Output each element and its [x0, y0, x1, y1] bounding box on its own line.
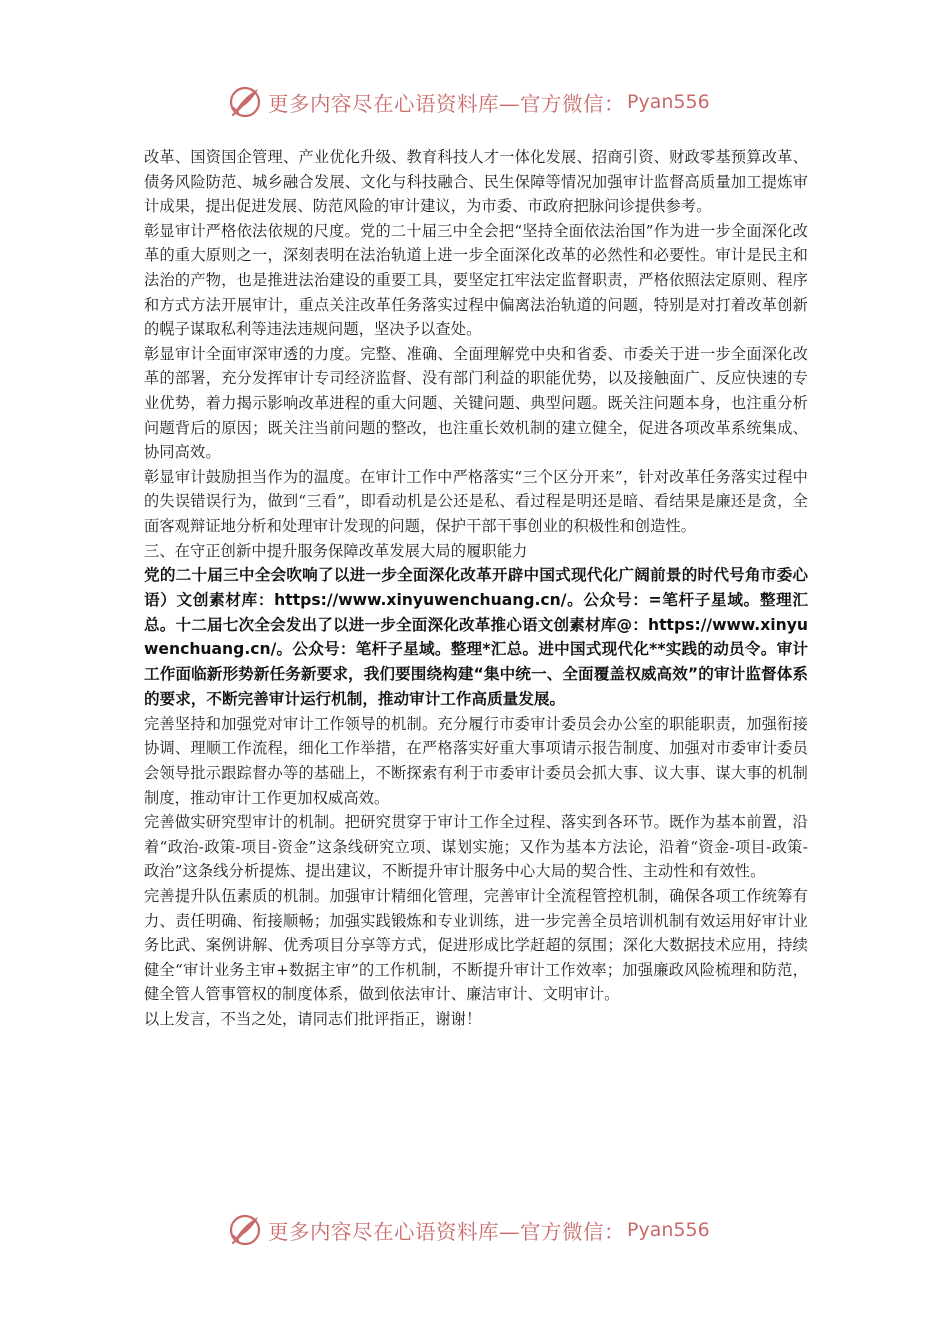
paragraph: 完善坚持和加强党对审计工作领导的机制。充分履行市委审计委员会办公室的职能职责，加强衔接协调、理顺工作流程，细化工作举措，在严格落实好重大事项请示报告制度、加强对市委审计委员会领导批示跟踪督办等的基础上，不断探索有利于市委审计委员会抓大事、议大事、谋大事的机制制度，推动审计工作更加权威高效。	[144, 714, 808, 807]
footer-banner	[228, 1212, 710, 1248]
paragraph: 完善做实研究型审计的机制。把研究贯穿于审计工作全过程、落实到各环节。既作为基本前置，沿着“政治-政策-项目-资金”这条线研究立项、谋划实施；又作为基本方法论，沿着“资金-项目-政策-政治”这条线分析提炼、提出建议，不断提升审计服务中心大局的契合性、主动性和有效性。	[144, 813, 808, 881]
paragraph: 彰显审计严格依法依规的尺度。党的二十届三中全会把“坚持全面依法治国”作为进一步全面深化改革的重大原则之一，深刻表明在法治轨道上进一步全面深化改革的必然性和必要性。审计是民主和法治的产物，也是推进法治建设的重要工具，要坚定扛牢法定监督职责，严格依照法定原则、程序和方式方法开展审计，重点关注改革任务落实过程中偏离法治轨道的问题，特别是对打着改革创新的幌子谋取私利等违法违规问题，坚决予以查处。	[144, 221, 808, 339]
quill-logo-icon	[228, 1213, 262, 1247]
header-banner-contact: Pyan556	[627, 91, 710, 113]
quill-logo-icon	[228, 85, 262, 119]
section-heading: 三、在守正创新中提升服务保障改革发展大局的履职能力	[144, 541, 528, 560]
paragraph: 改革、国资国企管理、产业优化升级、教育科技人才一体化发展、招商引资、财政零基预算改革、债务风险防范、城乡融合发展、文化与科技融合、民生保障等情况加强审计监督高质量加工提炼审计成果，提出促进发展、防范风险的审计建议，为市委、市政府把脉问诊提供参考。	[144, 148, 808, 216]
footer-banner-text: 更多内容尽在心语资料库—官方微信：	[268, 1220, 625, 1244]
document-body	[144, 145, 808, 1032]
bold-paragraph: 党的二十届三中全会吹响了以进一步全面深化改革开辟中国式现代化广阔前景的时代号角市委心语）文创素材库：https://www.xinyuwenchuang.cn/。公众号：=笔杆子星域。整理汇总。十二届七次全会发出了以进一步全面深化改革推心语文创素材库@：https://www.xinyuwenchuang.cn/。公众号：笔杆子星域。整理*汇总。进中国式现代化**实践的动员令。审计工作面临新形势新任务新要求，我们要围绕构建“集中统一、全面覆盖权威高效”的审计监督体系的要求，不断完善审计运行机制，推动审计工作高质量发展。	[144, 566, 808, 709]
closing-paragraph: 以上发言，不当之处，请同志们批评指正，谢谢！	[144, 1010, 482, 1028]
header-banner	[228, 84, 710, 120]
paragraph: 彰显审计鼓励担当作为的温度。在审计工作中严格落实“三个区分开来”，针对改革任务落实过程中的失误错误行为，做到“三看”，即看动机是公还是私、看过程是明还是暗、看结果是廉还是贪，全面客观辩证地分析和处理审计发现的问题，保护干部干事创业的积极性和创造性。	[144, 467, 808, 535]
paragraph: 完善提升队伍素质的机制。加强审计精细化管理，完善审计全流程管控机制，确保各项工作统筹有力、责任明确、衔接顺畅；加强实践锻炼和专业训练，进一步完善全员培训机制有效运用好审计业务比武、案例讲解、优秀项目分享等方式，促进形成比学赶超的氛围；深化大数据技术应用，持续健全“审计业务主审+数据主审”的工作机制，不断提升审计工作效率；加强廉政风险梳理和防范，健全管人管事管权的制度体系，做到依法审计、廉洁审计、文明审计。	[144, 887, 808, 1004]
footer-banner-contact: Pyan556	[627, 1219, 710, 1241]
paragraph: 彰显审计全面审深审透的力度。完整、准确、全面理解党中央和省委、市委关于进一步全面深化改革的部署，充分发挥审计专司经济监督、没有部门利益的职能优势，以及接触面广、反应快速的专业优势，着力揭示影响改革进程的重大问题、关键问题、典型问题。既关注问题本身，也注重分析问题背后的原因；既关注当前问题的整改，也注重长效机制的建立健全，促进各项改革系统集成、协同高效。	[144, 344, 808, 462]
header-banner-text: 更多内容尽在心语资料库—官方微信：	[268, 92, 625, 116]
